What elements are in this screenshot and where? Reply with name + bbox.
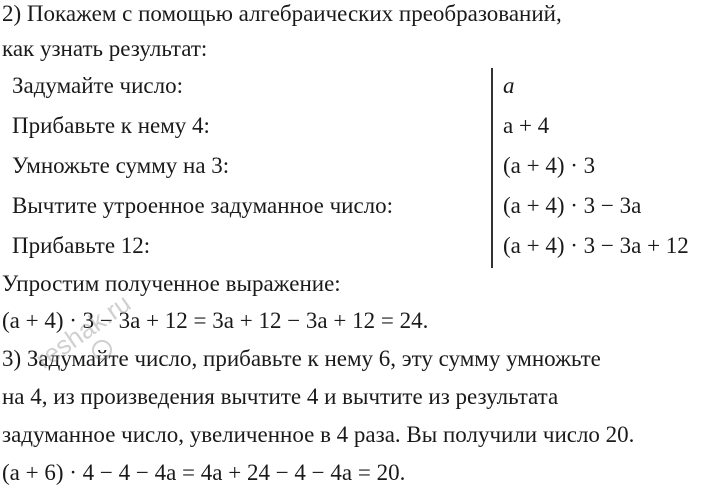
simplify-label: Упростим полученное выражение: bbox=[2, 271, 341, 296]
steps-table bbox=[0, 68, 714, 268]
table-divider bbox=[491, 68, 493, 268]
simplify-equation: (a + 4) · 3 − 3a + 12 = 3a + 12 − 3a + 12 = 24. bbox=[2, 308, 429, 333]
table-row bbox=[0, 148, 714, 184]
step-expression: a bbox=[503, 73, 515, 98]
step-label: Задумайте число: bbox=[12, 73, 184, 98]
part3-line-1: 3) Задумайте число, прибавьте к нему 6, эту сумму умножьте bbox=[2, 346, 601, 371]
header-line-2: как узнать результат: bbox=[2, 36, 208, 61]
watermark-icon bbox=[92, 340, 112, 360]
step-label: Умножьте сумму на 3: bbox=[12, 153, 230, 178]
part3-line-2: на 4, из произведения вычтите 4 и вычтите из результата bbox=[2, 384, 559, 409]
table-row bbox=[0, 228, 714, 264]
watermark: reshak.ru bbox=[30, 287, 136, 375]
part3-equation: (a + 6) · 4 − 4 − 4a = 4a + 24 − 4 − 4a = 20. bbox=[2, 460, 406, 485]
step-label: Прибавьте к нему 4: bbox=[12, 113, 210, 138]
step-expression: (a + 4) · 3 bbox=[503, 153, 596, 178]
step-label: Прибавьте 12: bbox=[12, 233, 151, 258]
step-expression: (a + 4) · 3 − 3a bbox=[503, 193, 642, 218]
step-expression: a + 4 bbox=[503, 113, 550, 138]
step-expression: (a + 4) · 3 − 3a + 12 bbox=[503, 233, 689, 258]
header-line-1: 2) Покажем с помощью алгебраических преобразований, bbox=[2, 1, 562, 26]
table-row bbox=[0, 188, 714, 224]
step-label: Вычтите утроенное задуманное число: bbox=[12, 193, 394, 218]
table-row bbox=[0, 68, 714, 104]
table-row bbox=[0, 108, 714, 144]
part3-line-3: задуманное число, увеличенное в 4 раза. Вы получили число 20. bbox=[2, 422, 635, 447]
